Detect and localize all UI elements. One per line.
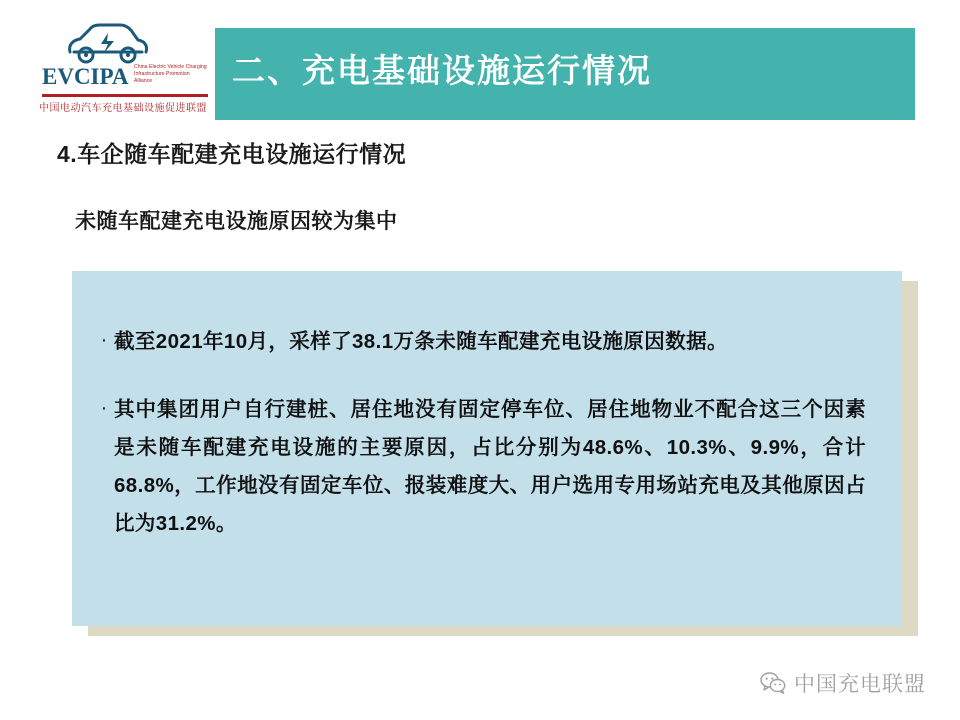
electric-car-icon [64, 22, 150, 64]
wechat-icon [760, 672, 786, 694]
logo-wordmark: EVCIPA [42, 64, 129, 89]
list-item [94, 391, 866, 543]
bullet-icon: · [100, 397, 108, 419]
logo-chinese-text: 中国电动汽车充电基础设施促进联盟 [39, 103, 207, 114]
bullet-text: 其中集团用户自行建桩、居住地没有固定停车位、居住地物业不配合这三个因素是未随车配建充电设施的主要原因，占比分别为48.6%、10.3%、9.9%，合计68.8%，工作地没有固定车位、报装难度大、用户选用专用场站充电及其他原因占比为31.2%。 [114, 398, 866, 535]
footer-watermark [760, 668, 926, 698]
bullet-icon: · [100, 329, 108, 351]
page-title: 二、充电基础设施运行情况 [232, 52, 652, 89]
bullet-text: 截至2021年10月，采样了38.1万条未随车配建充电设施原因数据。 [114, 330, 728, 353]
footer-text: 中国充电联盟 [794, 672, 926, 696]
content-box-body [72, 271, 902, 626]
section-subtitle: 4.车企随车配建充电设施运行情况 [57, 141, 407, 167]
logo-divider [42, 94, 208, 97]
logo-english-text: China Electric Vehicle Charging Infrastructure Promotion Alliance [134, 64, 207, 84]
section-lead-text: 未随车配建充电设施原因较为集中 [75, 210, 398, 233]
list-item [94, 323, 866, 361]
evcipa-logo [36, 22, 208, 122]
